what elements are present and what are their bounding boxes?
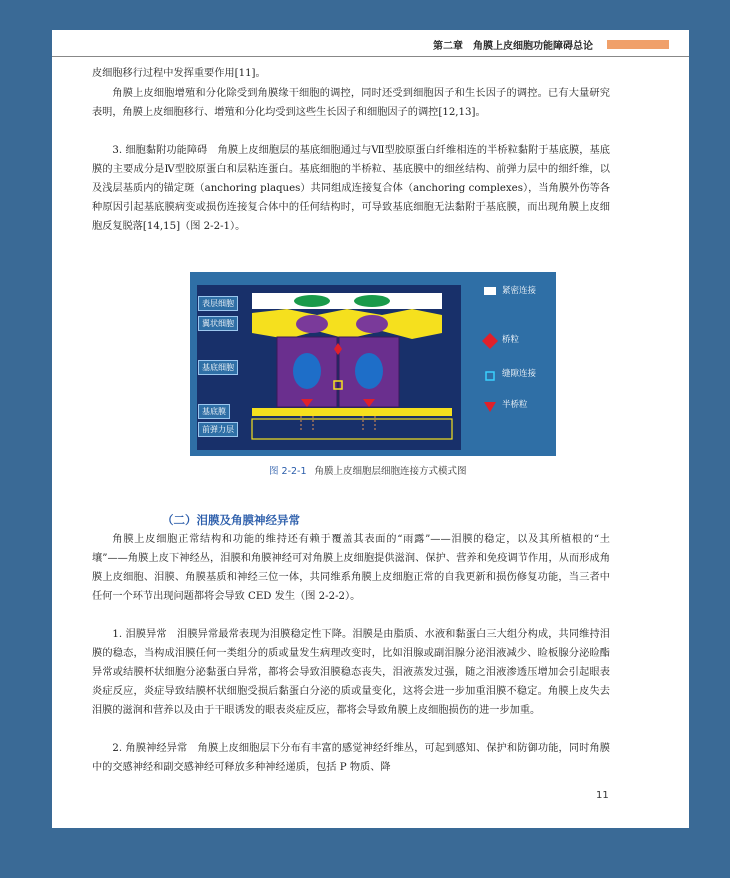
hemidesmosome-symbol <box>484 402 496 412</box>
basement-membrane <box>252 408 452 416</box>
legend-symbols <box>480 284 550 414</box>
legend-tight-junction: 紧密连接 <box>502 286 537 296</box>
layer-label-basal: 基底细胞 <box>198 360 238 375</box>
layer-label-bowman: 前弹力层 <box>198 422 238 437</box>
paragraph-4: 角膜上皮细胞正常结构和功能的维持还有赖于覆盖其表面的“雨露”——泪膜的稳定，以及其所植根的“土壤”——角膜上皮下神经丛，泪膜和角膜神经可对角膜上皮细胞提供滋润、保护、营养和免疫调节作用，从而形成角膜上皮细胞、泪膜、角膜基质和神经三位一体，共同维系角膜上皮细胞正常的自我更新和损伤修复功能，当三者中任何一个环节出现问题都将会导致 CED 发生（图 2-2-2）。 <box>92 534 610 602</box>
wing-nucleus-right <box>356 315 388 333</box>
layer-label-wing: 翼状细胞 <box>198 316 238 331</box>
wing-cell-layer <box>252 309 442 339</box>
header-rule <box>52 56 689 57</box>
section-heading: （二）泪膜及角膜神经异常 <box>162 513 300 527</box>
legend-hemidesmosome: 半桥粒 <box>502 400 528 410</box>
superficial-nucleus-right <box>354 295 390 307</box>
running-header <box>52 30 689 58</box>
superficial-cell-layer <box>252 293 442 309</box>
basal-nucleus-left <box>293 353 321 389</box>
paragraph-1: 皮细胞移行过程中发挥重要作用[11]。 <box>92 68 266 79</box>
figure-caption <box>269 463 467 477</box>
superficial-nucleus-left <box>294 295 330 307</box>
bowman-layer <box>252 419 452 439</box>
figure-cell-junctions <box>190 272 556 456</box>
figure-number: 图 2-2-1 <box>269 466 307 477</box>
gap-junction-symbol <box>486 372 494 380</box>
desmosome-symbol <box>482 333 498 349</box>
legend-gap-junction: 缝隙连接 <box>502 369 537 379</box>
layer-label-superficial: 表层细胞 <box>198 296 238 311</box>
layer-label-basement-membrane: 基底膜 <box>198 404 230 419</box>
paragraph-6: 2. 角膜神经异常 角膜上皮细胞层下分布有丰富的感觉神经纤维丛，可起到感知、保护和防御功能，同时角膜中的交感神经和副交感神经可释放多种神经递质，包括 P 物质、降 <box>92 743 610 773</box>
header-accent-bar <box>607 40 669 49</box>
wing-nucleus-left <box>296 315 328 333</box>
page-number: 11 <box>596 790 609 801</box>
basal-nucleus-right <box>355 353 383 389</box>
tight-junction-symbol <box>484 287 496 295</box>
paragraph-5: 1. 泪膜异常 泪膜异常最常表现为泪膜稳定性下降。泪膜是由脂质、水液和黏蛋白三大组分构成，共同维持泪膜的稳态，当构成泪膜任何一类组分的质或量发生病理改变时，比如泪腺或副泪腺分泌泪液减少、睑板腺分泌睑酯异常或结膜杯状细胞分泌黏蛋白异常，都将会导致泪膜稳态丧失，泪液蒸发过强，随之泪液渗透压增加会引起眼表炎症反应，炎症导致结膜杯状细胞受损后黏蛋白分泌的质或量变化，这将会进一步加重泪膜不稳定。角膜上皮失去泪膜的滋润和营养以及由于干眼诱发的眼表炎症反应，都将会导致角膜上皮细胞损伤的进一步加重。 <box>92 629 610 716</box>
chapter-title: 第二章 角膜上皮细胞功能障碍总论 <box>433 41 593 52</box>
paragraph-3: 3. 细胞黏附功能障碍 角膜上皮细胞层的基底细胞通过与Ⅶ型胶原蛋白纤维相连的半桥粒黏附于基底膜，基底膜的主要成分是Ⅳ型胶原蛋白和层粘连蛋白。基底细胞的半桥粒、基底膜中的细丝结构、前弹力层中的细纤维，以及浅层基质内的锚定斑（anchoring plaques）共同组成连接复合体（anchoring complexes），当角膜外伤等各种原因引起基底膜病变或损伤连接复合体中的任何结构时，可导致基底细胞无法黏附于基底膜，而出现角膜上皮细胞反复脱落[14,15]（图 2-2-1）。 <box>92 145 610 232</box>
legend-desmosome: 桥粒 <box>502 335 520 345</box>
figure-caption-text: 角膜上皮细胞层细胞连接方式模式图 <box>314 466 467 477</box>
paragraph-2: 角膜上皮细胞增殖和分化除受到角膜缘干细胞的调控，同时还受到细胞因子和生长因子的调控。已有大量研究表明，角膜上皮细胞移行、增殖和分化均受到这些生长因子和细胞因子的调控[12,13]。 <box>92 88 610 118</box>
